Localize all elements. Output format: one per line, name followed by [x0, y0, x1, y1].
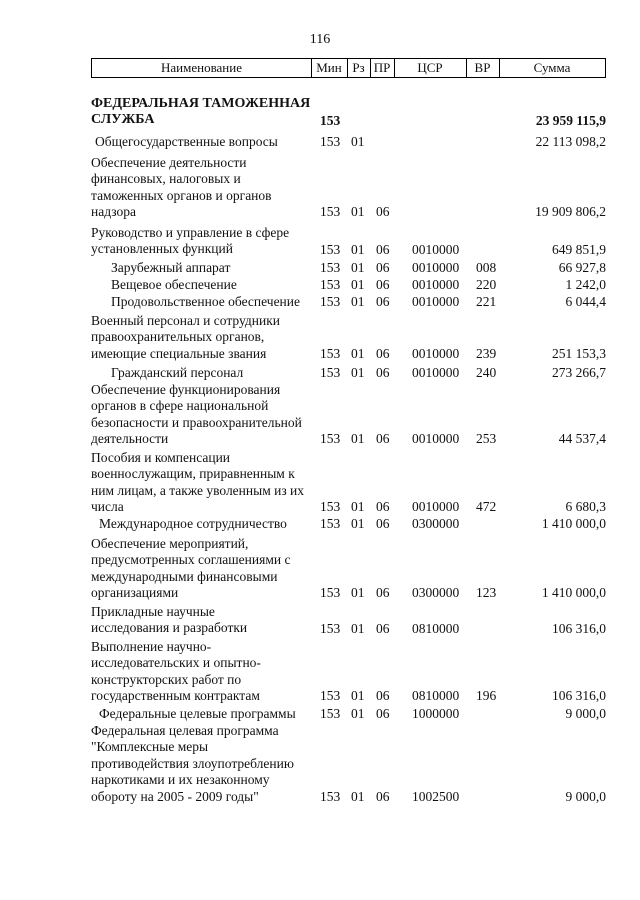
cell-min: 153 [320, 498, 341, 514]
cell-rz: 01 [351, 241, 365, 257]
cell-sum: 23 959 115,9 [535, 112, 606, 128]
cell-csr: 0010000 [412, 364, 460, 380]
table-row [0, 723, 640, 805]
cell-csr: 0810000 [412, 620, 460, 636]
cell-rz: 01 [351, 364, 365, 380]
table-row [0, 96, 640, 129]
cell-pr: 06 [376, 241, 390, 257]
cell-sum: 1 410 000,0 [541, 515, 606, 531]
cell-sum: 251 153,3 [552, 345, 606, 361]
cell-csr: 0010000 [412, 430, 460, 446]
cell-pr: 06 [376, 584, 390, 600]
row-name: Вещевое обеспечение [111, 277, 237, 292]
cell-csr: 1002500 [412, 788, 460, 804]
cell-min: 153 [320, 515, 341, 531]
cell-vr: 220 [476, 276, 497, 292]
table-row [0, 260, 640, 276]
cell-vr: 253 [476, 430, 497, 446]
cell-sum: 649 851,9 [552, 241, 606, 257]
cell-sum: 106 316,0 [552, 687, 606, 703]
cell-pr: 06 [376, 620, 390, 636]
cell-pr: 06 [376, 364, 390, 380]
cell-sum: 106 316,0 [552, 620, 606, 636]
table-row [0, 450, 640, 515]
row-name: Руководство и управление в сфере установленных функций [91, 225, 290, 257]
row-name: Зарубежный аппарат [111, 260, 231, 275]
cell-csr: 0010000 [412, 241, 460, 257]
cell-sum: 273 266,7 [552, 364, 606, 380]
header-vr: ВР [474, 60, 491, 75]
table-row [0, 706, 640, 722]
table-header [91, 58, 606, 78]
cell-min: 153 [320, 276, 341, 292]
table-row [0, 155, 640, 220]
cell-sum: 19 909 806,2 [535, 203, 606, 219]
cell-min: 153 [320, 203, 341, 219]
header-min: Мин [316, 60, 342, 75]
table-row [0, 536, 640, 601]
row-name: Выполнение научно- исследовательских и опытно- конструкторских работ по государственным контрактам [91, 639, 261, 704]
table-row [0, 604, 640, 637]
cell-csr: 0010000 [412, 259, 460, 275]
cell-sum: 6 680,3 [565, 498, 606, 514]
table-row [0, 516, 640, 532]
cell-pr: 06 [376, 498, 390, 514]
cell-vr: 123 [476, 584, 497, 600]
cell-rz: 01 [351, 687, 365, 703]
cell-min: 153 [320, 293, 341, 309]
cell-min: 153 [320, 687, 341, 703]
cell-sum: 1 410 000,0 [541, 584, 606, 600]
cell-rz: 01 [351, 203, 365, 219]
cell-sum: 44 537,4 [558, 430, 606, 446]
cell-min: 153 [320, 705, 341, 721]
cell-min: 153 [320, 133, 341, 149]
row-name: ФЕДЕРАЛЬНАЯ ТАМОЖЕННАЯ СЛУЖБА [91, 96, 311, 128]
cell-vr: 240 [476, 364, 497, 380]
row-name: Обеспечение мероприятий, предусмотренных соглашениями с международными финансовыми организациями [91, 536, 291, 601]
row-name: Военный персонал и сотрудники правоохранительных органов, имеющие специальные звания [91, 313, 280, 361]
header-rz: Рз [352, 60, 365, 75]
cell-vr: 239 [476, 345, 497, 361]
cell-pr: 06 [376, 705, 390, 721]
cell-pr: 06 [376, 203, 390, 219]
table-row [0, 639, 640, 704]
cell-rz: 01 [351, 515, 365, 531]
cell-pr: 06 [376, 345, 390, 361]
row-name: Общегосударственные вопросы [95, 134, 278, 149]
page-number: 116 [309, 32, 331, 47]
cell-pr: 06 [376, 515, 390, 531]
cell-csr: 1000000 [412, 705, 460, 721]
cell-csr: 0010000 [412, 498, 460, 514]
row-name: Продовольственное обеспечение [111, 294, 300, 309]
cell-pr: 06 [376, 430, 390, 446]
row-name: Федеральные целевые программы [99, 706, 296, 721]
cell-min: 153 [320, 112, 341, 128]
cell-csr: 0300000 [412, 515, 460, 531]
cell-rz: 01 [351, 788, 365, 804]
cell-pr: 06 [376, 687, 390, 703]
cell-vr: 008 [476, 259, 497, 275]
cell-vr: 472 [476, 498, 497, 514]
cell-rz: 01 [351, 345, 365, 361]
cell-sum: 9 000,0 [565, 788, 606, 804]
table-row [0, 365, 640, 381]
header-sum: Сумма [533, 60, 571, 75]
cell-csr: 0010000 [412, 293, 460, 309]
cell-pr: 06 [376, 276, 390, 292]
cell-min: 153 [320, 430, 341, 446]
row-name: Прикладные научные исследования и разработки [91, 604, 248, 636]
cell-sum: 66 927,8 [558, 259, 606, 275]
table-row [0, 294, 640, 310]
cell-pr: 06 [376, 293, 390, 309]
cell-rz: 01 [351, 584, 365, 600]
table-row [0, 277, 640, 293]
cell-rz: 01 [351, 498, 365, 514]
cell-rz: 01 [351, 133, 365, 149]
row-name: Гражданский персонал [111, 365, 244, 380]
cell-rz: 01 [351, 705, 365, 721]
cell-sum: 1 242,0 [565, 276, 606, 292]
cell-rz: 01 [351, 620, 365, 636]
header-csr: ЦСР [417, 60, 443, 75]
cell-min: 153 [320, 364, 341, 380]
cell-min: 153 [320, 620, 341, 636]
row-name: Обеспечение деятельности финансовых, налоговых и таможенных органов и органов надзора [91, 155, 272, 220]
cell-min: 153 [320, 259, 341, 275]
cell-min: 153 [320, 345, 341, 361]
cell-pr: 06 [376, 788, 390, 804]
cell-min: 153 [320, 241, 341, 257]
cell-sum: 22 113 098,2 [535, 133, 606, 149]
cell-sum: 9 000,0 [565, 705, 606, 721]
table-row [0, 225, 640, 258]
header-pr: ПР [373, 60, 391, 75]
table-row [0, 134, 640, 150]
cell-rz: 01 [351, 259, 365, 275]
cell-rz: 01 [351, 293, 365, 309]
cell-vr: 221 [476, 293, 497, 309]
table-body [0, 96, 640, 805]
row-name: Федеральная целевая программа "Комплексные меры противодействия злоупотреблению наркотиками и их незаконному обороту на 2005 - 2009 годы" [91, 723, 294, 804]
cell-min: 153 [320, 788, 341, 804]
table-row [0, 382, 640, 447]
row-name: Обеспечение функционирования органов в сфере национальной безопасности и правоохранительной деятельности [91, 382, 302, 447]
cell-sum: 6 044,4 [565, 293, 606, 309]
cell-csr: 0300000 [412, 584, 460, 600]
cell-csr: 0010000 [412, 345, 460, 361]
cell-vr: 196 [476, 687, 497, 703]
cell-csr: 0010000 [412, 276, 460, 292]
cell-csr: 0810000 [412, 687, 460, 703]
cell-pr: 06 [376, 259, 390, 275]
table-row [0, 313, 640, 362]
row-name: Международное сотрудничество [99, 516, 287, 531]
cell-rz: 01 [351, 430, 365, 446]
row-name: Пособия и компенсации военнослужащим, приравненным к ним лицам, а также уволенным из их числа [91, 450, 305, 515]
cell-min: 153 [320, 584, 341, 600]
header-name: Наименование [161, 60, 242, 75]
cell-rz: 01 [351, 276, 365, 292]
